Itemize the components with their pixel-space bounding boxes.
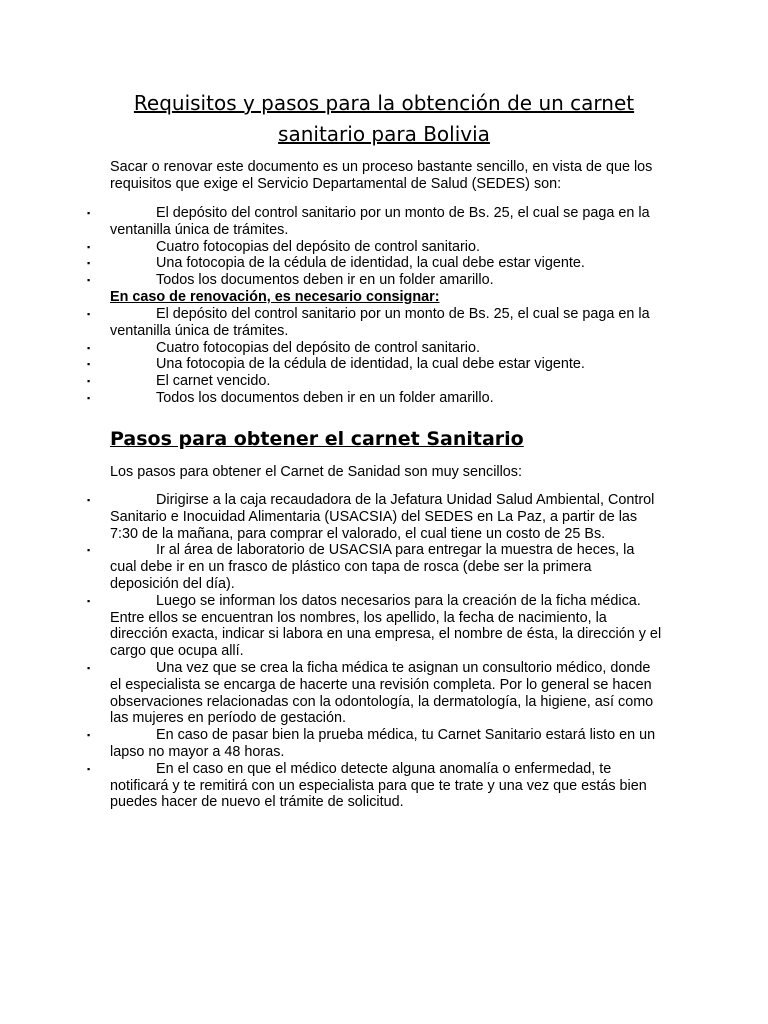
list-item-text: Una vez que se crea la ficha médica te asignan un consultorio médico, donde el especialista se encarga de hacerte una revisión completa. Por lo general se hacen observaciones relacionadas con la odontología, la dermatología, la higiene, así como las mujeres en período de gestación. bbox=[110, 659, 654, 727]
steps-heading: Pasos para obtener el carnet Sanitario bbox=[110, 428, 524, 450]
list-item bbox=[110, 660, 662, 727]
list-item-text: El depósito del control sanitario por un monto de Bs. 25, el cual se paga en la ventanilla única de trámites. bbox=[110, 306, 650, 339]
list-item bbox=[110, 542, 662, 592]
list-item-text: Dirigirse a la caja recaudadora de la Jefatura Unidad Salud Ambiental, Control Sanitario e Inocuidad Alimentaria (USACSIA) del SEDES en La Paz, a partir de las 7:30 de la mañana, para comprar el valorado, el cual tiene un costo de 25 Bs. bbox=[110, 492, 655, 542]
list-item-text: Ir al área de laboratorio de USACSIA para entregar la muestra de heces, la cual debe ir en un frasco de plástico con tapa de rosca (debe ser la primera deposición del día). bbox=[110, 542, 635, 592]
document-title bbox=[0, 88, 768, 150]
renewal-heading: En caso de renovación, es necesario consignar: bbox=[110, 289, 440, 305]
title-line-2: sanitario para Bolivia bbox=[278, 122, 490, 146]
list-item bbox=[110, 205, 662, 239]
list-item-text: Todos los documentos deben ir en un folder amarillo. bbox=[156, 389, 494, 406]
list-item bbox=[110, 306, 662, 340]
steps-list bbox=[110, 492, 662, 811]
list-item bbox=[110, 239, 662, 256]
title-line-1: Requisitos y pasos para la obtención de un carnet bbox=[133, 91, 635, 115]
list-item-text: En caso de pasar bien la prueba médica, tu Carnet Sanitario estará listo en un lapso no mayor a 48 horas. bbox=[110, 727, 656, 760]
list-item bbox=[110, 255, 662, 272]
list-item bbox=[110, 727, 662, 761]
list-item-text: Luego se informan los datos necesarios para la creación de la ficha médica. Entre ellos se encuentran los nombres, los apellido, la fecha de nacimiento, la dirección exacta, indicar si labora en una empresa, el nombre de ésta, la dirección y el cargo que ocupa allí. bbox=[110, 592, 662, 660]
list-item bbox=[110, 272, 662, 289]
steps-intro-paragraph: Los pasos para obtener el Carnet de Sanidad son muy sencillos: bbox=[110, 464, 522, 480]
list-item bbox=[110, 390, 662, 407]
list-item-text: En el caso en que el médico detecte alguna anomalía o enfermedad, te notificará y te remitirá con un especialista para que te trate y una vez que estás bien puedes hacer de nuevo el trámite de solicitud. bbox=[110, 760, 647, 811]
list-item bbox=[110, 492, 662, 542]
list-item-text: El depósito del control sanitario por un monto de Bs. 25, el cual se paga en la ventanilla única de trámites. bbox=[110, 205, 650, 238]
list-item-text: El carnet vencido. bbox=[156, 373, 271, 390]
renewal-requirements-list bbox=[110, 306, 662, 407]
list-item bbox=[110, 340, 662, 357]
requirements-list bbox=[110, 205, 662, 289]
list-item-text: Una fotocopia de la cédula de identidad, la cual debe estar vigente. bbox=[156, 356, 585, 373]
list-item-text: Una fotocopia de la cédula de identidad, la cual debe estar vigente. bbox=[156, 255, 585, 272]
list-item-text: Todos los documentos deben ir en un folder amarillo. bbox=[156, 272, 494, 289]
list-item-text: Cuatro fotocopias del depósito de control sanitario. bbox=[156, 238, 480, 255]
list-item bbox=[110, 593, 662, 660]
list-item bbox=[110, 761, 662, 811]
list-item-text: Cuatro fotocopias del depósito de control sanitario. bbox=[156, 339, 480, 356]
list-item bbox=[110, 373, 662, 390]
intro-paragraph: Sacar o renovar este documento es un proceso bastante sencillo, en vista de que los requisitos que exige el Servicio Departamental de Salud (SEDES) son: bbox=[110, 159, 653, 192]
list-item bbox=[110, 356, 662, 373]
